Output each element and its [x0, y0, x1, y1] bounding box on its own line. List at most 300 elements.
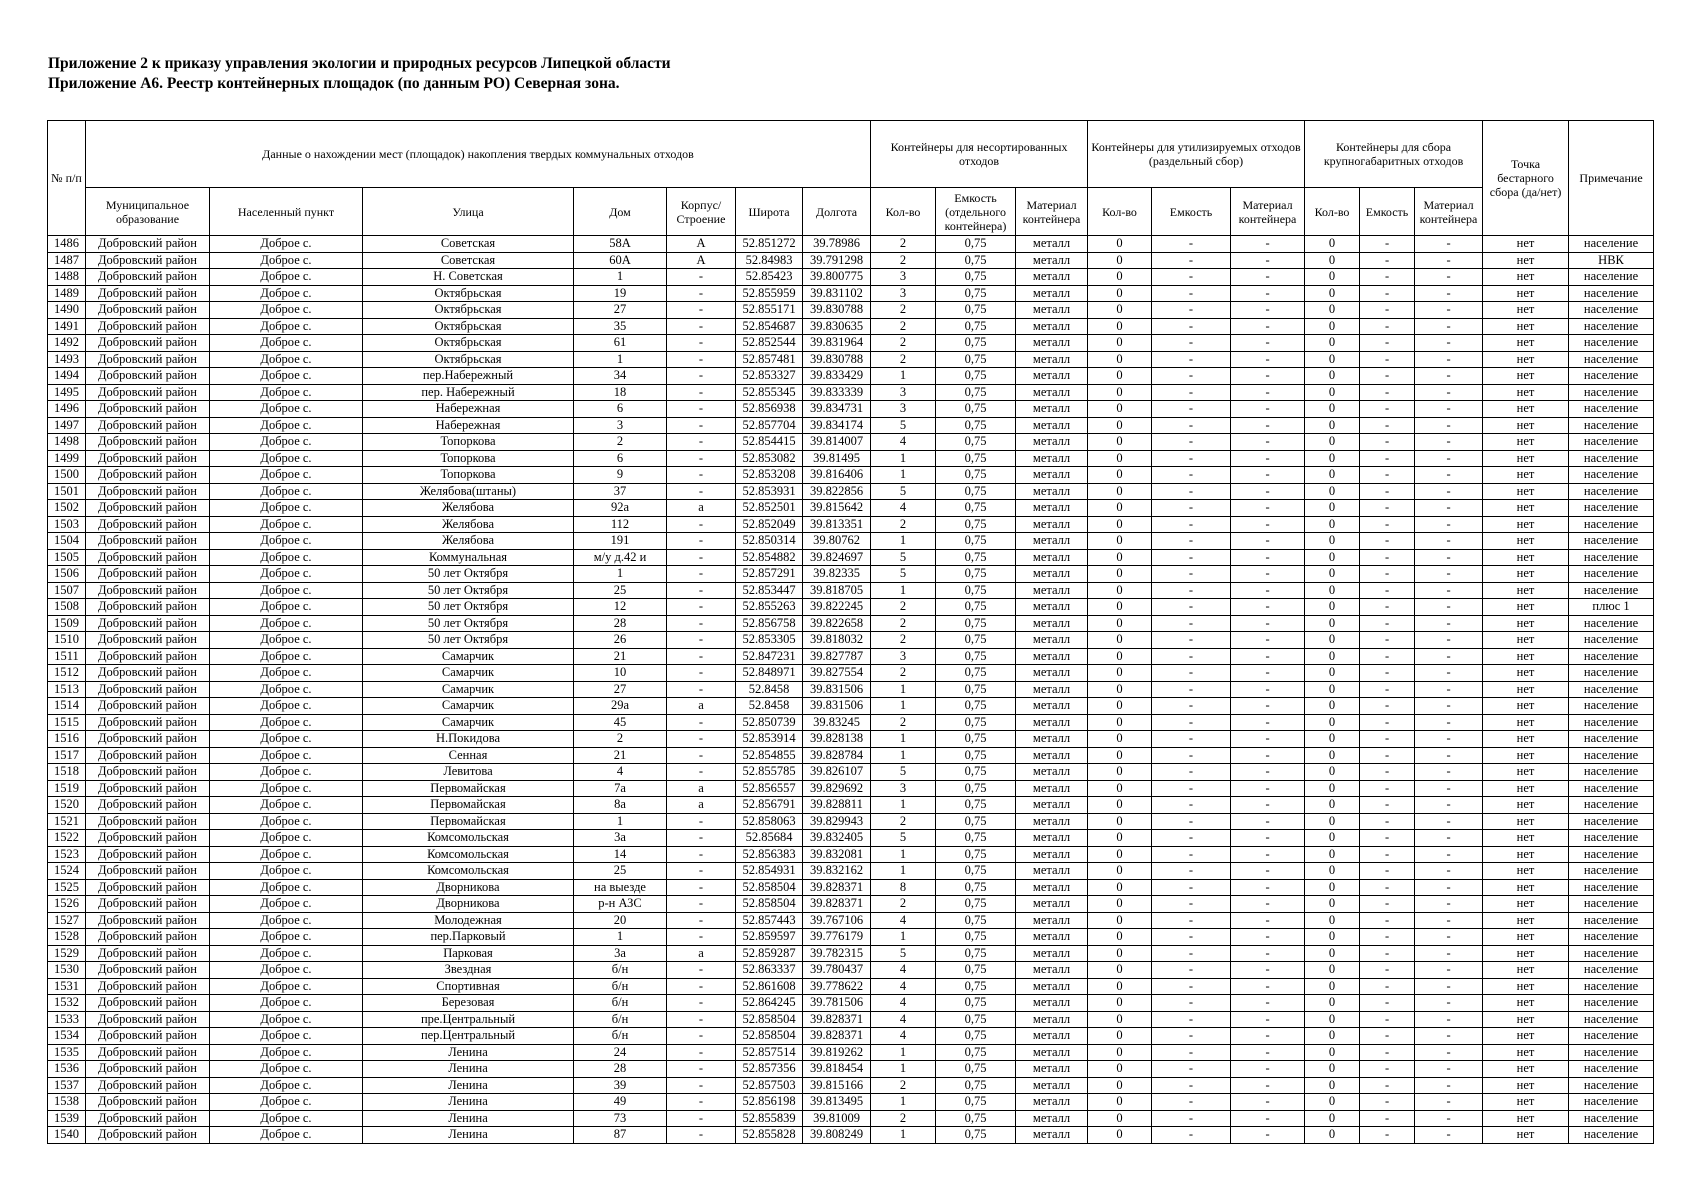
unsorted-capacity-cell: 0,75 [936, 1077, 1016, 1094]
bulky-capacity-cell: - [1360, 648, 1415, 665]
street-cell: Октябрьская [363, 285, 574, 302]
lon-cell: 39.828371 [803, 1028, 871, 1045]
table-row [48, 764, 1654, 781]
unsorted-capacity-cell: 0,75 [936, 879, 1016, 896]
unsorted-count-cell: 5 [871, 566, 936, 583]
unsorted-capacity-cell: 0,75 [936, 302, 1016, 319]
bulky-capacity-cell: - [1360, 830, 1415, 847]
note-cell: население [1569, 500, 1654, 517]
recycle-capacity-cell: - [1152, 1044, 1231, 1061]
unsorted-capacity-cell: 0,75 [936, 417, 1016, 434]
bulky-material-cell: - [1415, 500, 1483, 517]
lon-cell: 39.822245 [803, 599, 871, 616]
muni-cell: Добровский район [86, 401, 210, 418]
settlement-cell: Доброе с. [210, 978, 363, 995]
bulky-capacity-cell: - [1360, 269, 1415, 286]
table-row [48, 1094, 1654, 1111]
recycle-material-cell: - [1231, 401, 1305, 418]
building-cell: - [667, 566, 736, 583]
row-num: 1498 [48, 434, 86, 451]
bulky-count-cell: 0 [1305, 615, 1360, 632]
house-cell: 3а [574, 830, 667, 847]
lat-cell: 52.85423 [736, 269, 803, 286]
bulky-material-header: Материал контейнера [1415, 188, 1483, 236]
unsorted-capacity-cell: 0,75 [936, 945, 1016, 962]
bulky-count-cell: 0 [1305, 533, 1360, 550]
point-cell: нет [1483, 962, 1569, 979]
point-cell: нет [1483, 1127, 1569, 1144]
bulky-capacity-cell: - [1360, 632, 1415, 649]
recycle-material-cell: - [1231, 681, 1305, 698]
recycle-count-cell: 0 [1088, 945, 1152, 962]
building-cell: - [667, 1094, 736, 1111]
point-cell: нет [1483, 978, 1569, 995]
recycle-count-cell: 0 [1088, 698, 1152, 715]
street-cell: Набережная [363, 417, 574, 434]
building-cell: - [667, 368, 736, 385]
house-cell: 24 [574, 1044, 667, 1061]
point-cell: нет [1483, 896, 1569, 913]
row-num: 1497 [48, 417, 86, 434]
house-cell: 9 [574, 467, 667, 484]
unsorted-material-cell: металл [1016, 417, 1088, 434]
lat-cell: 52.855785 [736, 764, 803, 781]
settlement-cell: Доброе с. [210, 698, 363, 715]
bulky-count-cell: 0 [1305, 1061, 1360, 1078]
recycle-capacity-cell: - [1152, 945, 1231, 962]
building-cell: - [667, 1028, 736, 1045]
recycle-capacity-cell: - [1152, 648, 1231, 665]
lat-cell: 52.85684 [736, 830, 803, 847]
recycle-material-cell: - [1231, 764, 1305, 781]
unsorted-capacity-cell: 0,75 [936, 896, 1016, 913]
recycle-material-cell: - [1231, 302, 1305, 319]
bulky-capacity-cell: - [1360, 302, 1415, 319]
muni-cell: Добровский район [86, 467, 210, 484]
bulky-count-cell: 0 [1305, 351, 1360, 368]
muni-cell: Добровский район [86, 483, 210, 500]
unsorted-material-cell: металл [1016, 978, 1088, 995]
muni-cell: Добровский район [86, 1094, 210, 1111]
bulky-material-cell: - [1415, 1127, 1483, 1144]
bulky-material-cell: - [1415, 434, 1483, 451]
bulky-material-cell: - [1415, 731, 1483, 748]
bulky-count-cell: 0 [1305, 549, 1360, 566]
unsorted-count-cell: 1 [871, 1127, 936, 1144]
settlement-cell: Доброе с. [210, 566, 363, 583]
street-header: Улица [363, 188, 574, 236]
unsorted-count-cell: 2 [871, 302, 936, 319]
lat-cell: 52.853208 [736, 467, 803, 484]
table-row [48, 681, 1654, 698]
house-cell: 21 [574, 648, 667, 665]
house-cell: 191 [574, 533, 667, 550]
house-cell: 73 [574, 1110, 667, 1127]
recycle-capacity-cell: - [1152, 665, 1231, 682]
point-cell: нет [1483, 780, 1569, 797]
settlement-cell: Доброе с. [210, 516, 363, 533]
street-cell: Дворникова [363, 879, 574, 896]
recycle-capacity-cell: - [1152, 252, 1231, 269]
recycle-material-cell: - [1231, 1044, 1305, 1061]
unsorted-count-cell: 2 [871, 714, 936, 731]
row-num: 1509 [48, 615, 86, 632]
note-cell: население [1569, 714, 1654, 731]
bulky-count-cell: 0 [1305, 962, 1360, 979]
unsorted-material-cell: металл [1016, 896, 1088, 913]
recycle-material-cell: - [1231, 252, 1305, 269]
recycle-capacity-cell: - [1152, 1011, 1231, 1028]
bulky-capacity-cell: - [1360, 549, 1415, 566]
unsorted-count-cell: 5 [871, 417, 936, 434]
table-row [48, 236, 1654, 253]
bulky-count-cell: 0 [1305, 780, 1360, 797]
settlement-cell: Доброе с. [210, 731, 363, 748]
recycle-capacity-cell: - [1152, 896, 1231, 913]
bulky-capacity-cell: - [1360, 1011, 1415, 1028]
bulky-material-cell: - [1415, 467, 1483, 484]
bulky-count-cell: 0 [1305, 681, 1360, 698]
settlement-cell: Доброе с. [210, 302, 363, 319]
bulky-capacity-cell: - [1360, 1127, 1415, 1144]
lat-cell: 52.84983 [736, 252, 803, 269]
house-cell: 1 [574, 351, 667, 368]
recycle-material-cell: - [1231, 879, 1305, 896]
bulky-capacity-cell: - [1360, 1044, 1415, 1061]
unsorted-material-cell: металл [1016, 698, 1088, 715]
lon-cell: 39.80762 [803, 533, 871, 550]
point-cell: нет [1483, 1077, 1569, 1094]
note-cell: население [1569, 681, 1654, 698]
muni-cell: Добровский район [86, 351, 210, 368]
row-num: 1532 [48, 995, 86, 1012]
lon-cell: 39.813351 [803, 516, 871, 533]
recycle-capacity-cell: - [1152, 747, 1231, 764]
recycle-capacity-cell: - [1152, 582, 1231, 599]
unsorted-material-cell: металл [1016, 912, 1088, 929]
unsorted-count-header: Кол-во [871, 188, 936, 236]
bulky-material-cell: - [1415, 813, 1483, 830]
muni-cell: Добровский район [86, 995, 210, 1012]
unsorted-material-cell: металл [1016, 285, 1088, 302]
muni-cell: Добровский район [86, 1110, 210, 1127]
building-cell: - [667, 384, 736, 401]
recycle-count-cell: 0 [1088, 252, 1152, 269]
unsorted-material-cell: металл [1016, 863, 1088, 880]
unsorted-material-header: Материал контейнера [1016, 188, 1088, 236]
unsorted-capacity-cell: 0,75 [936, 401, 1016, 418]
building-cell: - [667, 830, 736, 847]
street-cell: Ленина [363, 1077, 574, 1094]
unsorted-count-cell: 2 [871, 813, 936, 830]
bulky-count-cell: 0 [1305, 285, 1360, 302]
recycle-material-cell: - [1231, 632, 1305, 649]
lon-cell: 39.824697 [803, 549, 871, 566]
lon-cell: 39.818454 [803, 1061, 871, 1078]
bulky-capacity-cell: - [1360, 912, 1415, 929]
lat-cell: 52.854687 [736, 318, 803, 335]
note-cell: население [1569, 731, 1654, 748]
unsorted-count-cell: 5 [871, 945, 936, 962]
unsorted-capacity-cell: 0,75 [936, 797, 1016, 814]
point-cell: нет [1483, 846, 1569, 863]
lat-cell: 52.857481 [736, 351, 803, 368]
row-num: 1493 [48, 351, 86, 368]
house-cell: 21 [574, 747, 667, 764]
row-num: 1503 [48, 516, 86, 533]
unsorted-material-cell: металл [1016, 813, 1088, 830]
unsorted-material-cell: металл [1016, 401, 1088, 418]
lat-cell: 52.859597 [736, 929, 803, 946]
muni-cell: Добровский район [86, 302, 210, 319]
table-row [48, 1061, 1654, 1078]
unsorted-capacity-cell: 0,75 [936, 236, 1016, 253]
settlement-cell: Доброе с. [210, 1077, 363, 1094]
unsorted-material-cell: металл [1016, 335, 1088, 352]
recycle-material-cell: - [1231, 978, 1305, 995]
recycle-capacity-cell: - [1152, 1061, 1231, 1078]
unsorted-material-cell: металл [1016, 1110, 1088, 1127]
recycle-material-cell: - [1231, 962, 1305, 979]
point-cell: нет [1483, 681, 1569, 698]
settlement-cell: Доброе с. [210, 1127, 363, 1144]
row-num: 1502 [48, 500, 86, 517]
lat-cell: 52.857503 [736, 1077, 803, 1094]
recycle-capacity-cell: - [1152, 368, 1231, 385]
recycle-count-cell: 0 [1088, 912, 1152, 929]
note-cell: население [1569, 747, 1654, 764]
muni-cell: Добровский район [86, 1127, 210, 1144]
house-cell: 58А [574, 236, 667, 253]
lat-cell: 52.854415 [736, 434, 803, 451]
lat-cell: 52.855828 [736, 1127, 803, 1144]
point-cell: нет [1483, 1044, 1569, 1061]
point-header: Точка бестарного сбора (да/нет) [1483, 121, 1569, 236]
point-cell: нет [1483, 450, 1569, 467]
lat-cell: 52.856198 [736, 1094, 803, 1111]
point-cell: нет [1483, 252, 1569, 269]
settlement-cell: Доброе с. [210, 648, 363, 665]
bulky-capacity-cell: - [1360, 252, 1415, 269]
building-cell: - [667, 549, 736, 566]
bulky-material-cell: - [1415, 269, 1483, 286]
note-cell: население [1569, 813, 1654, 830]
unsorted-capacity-cell: 0,75 [936, 434, 1016, 451]
bulky-capacity-cell: - [1360, 285, 1415, 302]
settlement-cell: Доброе с. [210, 549, 363, 566]
row-num: 1527 [48, 912, 86, 929]
recycle-count-cell: 0 [1088, 582, 1152, 599]
building-cell: - [667, 879, 736, 896]
unsorted-capacity-cell: 0,75 [936, 566, 1016, 583]
house-cell: 34 [574, 368, 667, 385]
bulky-capacity-cell: - [1360, 797, 1415, 814]
muni-cell: Добровский район [86, 533, 210, 550]
table-row [48, 450, 1654, 467]
unsorted-capacity-cell: 0,75 [936, 780, 1016, 797]
street-cell: Левитова [363, 764, 574, 781]
unsorted-capacity-cell: 0,75 [936, 912, 1016, 929]
muni-cell: Добровский район [86, 318, 210, 335]
lat-cell: 52.853931 [736, 483, 803, 500]
unsorted-capacity-cell: 0,75 [936, 285, 1016, 302]
note-cell: население [1569, 467, 1654, 484]
table-row [48, 318, 1654, 335]
row-num: 1492 [48, 335, 86, 352]
row-num: 1507 [48, 582, 86, 599]
point-cell: нет [1483, 516, 1569, 533]
table-row [48, 962, 1654, 979]
note-cell: население [1569, 318, 1654, 335]
row-num: 1517 [48, 747, 86, 764]
muni-cell: Добровский район [86, 731, 210, 748]
table-row [48, 549, 1654, 566]
bulky-material-cell: - [1415, 533, 1483, 550]
settlement-cell: Доброе с. [210, 797, 363, 814]
settlement-cell: Доброе с. [210, 285, 363, 302]
recycle-capacity-cell: - [1152, 797, 1231, 814]
point-cell: нет [1483, 533, 1569, 550]
unsorted-count-cell: 4 [871, 1028, 936, 1045]
bulky-capacity-cell: - [1360, 978, 1415, 995]
street-cell: Октябрьская [363, 351, 574, 368]
street-cell: Советская [363, 236, 574, 253]
house-cell: 92а [574, 500, 667, 517]
point-cell: нет [1483, 747, 1569, 764]
bulky-material-cell: - [1415, 896, 1483, 913]
house-cell: 8а [574, 797, 667, 814]
street-cell: 50 лет Октября [363, 632, 574, 649]
lon-cell: 39.829692 [803, 780, 871, 797]
unsorted-material-cell: металл [1016, 318, 1088, 335]
unsorted-group-header: Контейнеры для несортированных отходов [871, 121, 1088, 188]
muni-cell: Добровский район [86, 813, 210, 830]
point-cell: нет [1483, 582, 1569, 599]
bulky-count-cell: 0 [1305, 302, 1360, 319]
lon-cell: 39.781506 [803, 995, 871, 1012]
recycle-count-cell: 0 [1088, 401, 1152, 418]
row-num: 1511 [48, 648, 86, 665]
unsorted-material-cell: металл [1016, 1044, 1088, 1061]
house-cell: 29а [574, 698, 667, 715]
house-cell: 3а [574, 945, 667, 962]
settlement-cell: Доброе с. [210, 1110, 363, 1127]
lon-cell: 39.827554 [803, 665, 871, 682]
bulky-material-cell: - [1415, 566, 1483, 583]
building-cell: - [667, 615, 736, 632]
street-cell: Топоркова [363, 467, 574, 484]
settlement-cell: Доброе с. [210, 813, 363, 830]
lon-cell: 39.832405 [803, 830, 871, 847]
unsorted-material-cell: металл [1016, 648, 1088, 665]
house-cell: 19 [574, 285, 667, 302]
recycle-count-cell: 0 [1088, 1044, 1152, 1061]
unsorted-material-cell: металл [1016, 1011, 1088, 1028]
table-row [48, 1127, 1654, 1144]
building-cell: - [667, 483, 736, 500]
row-num: 1519 [48, 780, 86, 797]
house-cell: 18 [574, 384, 667, 401]
lon-cell: 39.828371 [803, 1011, 871, 1028]
street-cell: 50 лет Октября [363, 599, 574, 616]
recycle-count-cell: 0 [1088, 681, 1152, 698]
row-num: 1499 [48, 450, 86, 467]
table-row [48, 384, 1654, 401]
building-cell: - [667, 912, 736, 929]
muni-cell: Добровский район [86, 615, 210, 632]
unsorted-count-cell: 4 [871, 500, 936, 517]
recycle-count-cell: 0 [1088, 351, 1152, 368]
building-cell: - [667, 665, 736, 682]
note-header: Примечание [1569, 121, 1654, 236]
muni-cell: Добровский район [86, 368, 210, 385]
street-cell: 50 лет Октября [363, 615, 574, 632]
muni-cell: Добровский район [86, 599, 210, 616]
note-cell: население [1569, 797, 1654, 814]
street-cell: Октябрьская [363, 302, 574, 319]
recycle-count-cell: 0 [1088, 929, 1152, 946]
street-cell: Желябова(штаны) [363, 483, 574, 500]
lon-cell: 39.800775 [803, 269, 871, 286]
lat-cell: 52.852544 [736, 335, 803, 352]
row-num: 1525 [48, 879, 86, 896]
recycle-material-cell: - [1231, 863, 1305, 880]
note-cell: население [1569, 945, 1654, 962]
lat-cell: 52.857704 [736, 417, 803, 434]
row-num: 1505 [48, 549, 86, 566]
table-row [48, 797, 1654, 814]
bulky-material-cell: - [1415, 1110, 1483, 1127]
row-num: 1523 [48, 846, 86, 863]
recycle-capacity-cell: - [1152, 813, 1231, 830]
unsorted-count-cell: 1 [871, 1094, 936, 1111]
point-cell: нет [1483, 665, 1569, 682]
lat-cell: 52.855959 [736, 285, 803, 302]
house-cell: 27 [574, 302, 667, 319]
point-cell: нет [1483, 302, 1569, 319]
point-cell: нет [1483, 1028, 1569, 1045]
bulky-material-cell: - [1415, 549, 1483, 566]
muni-cell: Добровский район [86, 648, 210, 665]
unsorted-material-cell: металл [1016, 962, 1088, 979]
street-cell: Звездная [363, 962, 574, 979]
lat-cell: 52.850314 [736, 533, 803, 550]
lat-cell: 52.864245 [736, 995, 803, 1012]
unsorted-count-cell: 1 [871, 863, 936, 880]
recycle-material-cell: - [1231, 1077, 1305, 1094]
recycle-count-cell: 0 [1088, 879, 1152, 896]
recycle-capacity-cell: - [1152, 912, 1231, 929]
note-cell: население [1569, 896, 1654, 913]
row-num: 1514 [48, 698, 86, 715]
note-cell: население [1569, 1061, 1654, 1078]
unsorted-count-cell: 2 [871, 1077, 936, 1094]
unsorted-capacity-cell: 0,75 [936, 351, 1016, 368]
table-row [48, 500, 1654, 517]
unsorted-capacity-cell: 0,75 [936, 978, 1016, 995]
settlement-cell: Доброе с. [210, 335, 363, 352]
table-row [48, 566, 1654, 583]
bulky-count-cell: 0 [1305, 401, 1360, 418]
table-row [48, 368, 1654, 385]
point-cell: нет [1483, 632, 1569, 649]
bulky-material-cell: - [1415, 335, 1483, 352]
building-cell: - [667, 401, 736, 418]
unsorted-capacity-cell: 0,75 [936, 830, 1016, 847]
house-cell: 37 [574, 483, 667, 500]
bulky-capacity-cell: - [1360, 516, 1415, 533]
row-num: 1490 [48, 302, 86, 319]
